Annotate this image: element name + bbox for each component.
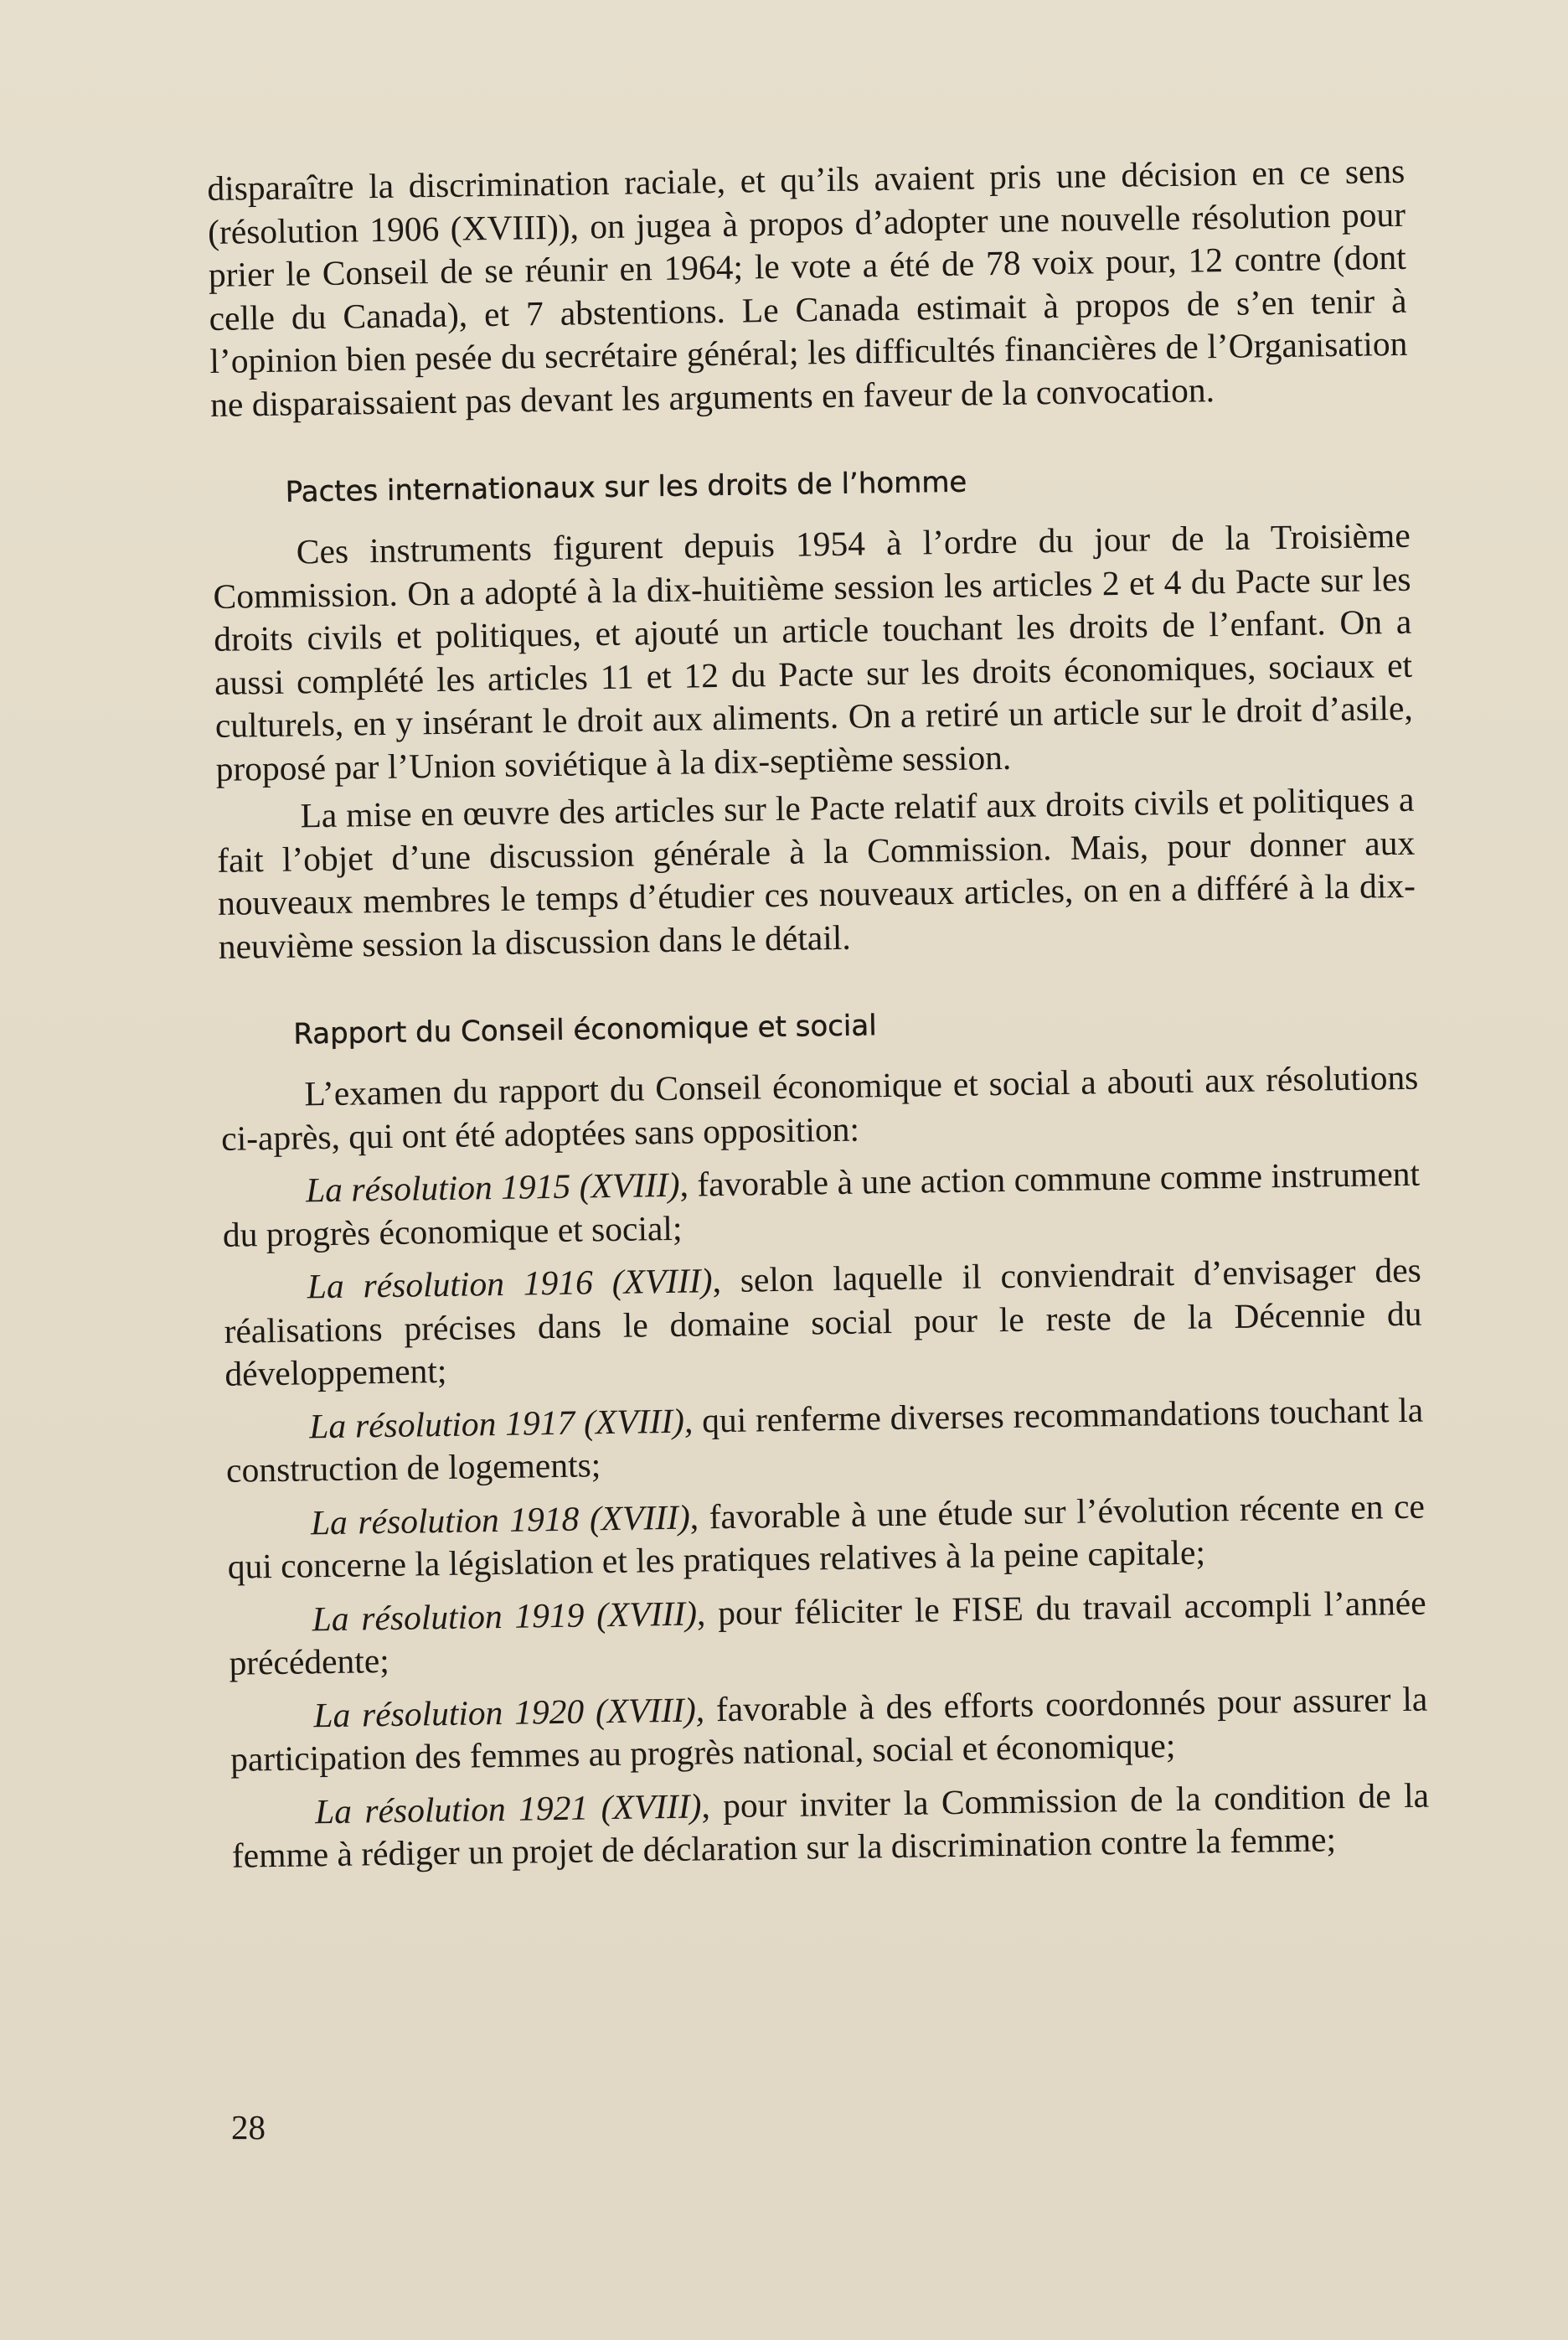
resolution-text: , favorable à une étude sur l’évolution récente en ce qui concerne la législation et les pratiques relatives à la peine capitale; (227, 1486, 1426, 1586)
resolution-item-1919 (228, 1581, 1426, 1685)
resolution-item-1917 (225, 1388, 1424, 1492)
resolution-label: La résolution 1919 (XVIII) (312, 1594, 698, 1638)
page-body (207, 150, 1430, 1878)
resolution-item-1916 (223, 1249, 1422, 1397)
resolution-text: , pour féliciter le FISE du travail accompli l’année précédente; (229, 1583, 1426, 1682)
pactes-paragraph-2: La mise en œuvre des articles sur le Pacte relatif aux droits civils et politiques a fait l’objet d’une discussion générale à la Commission. Mais, pour donner aux nouveaux membres le temps d’étudier ces nouveaux articles, on en a différé à la dix-neuvième session la discussion dans le détail. (216, 779, 1416, 966)
resolution-text: , selon laquelle il conviendrait d’envisager des réalisations précises dans le domaine social pour le reste de la Décennie du développement; (224, 1250, 1422, 1393)
resolution-label: La résolution 1921 (XVIII) (314, 1785, 702, 1831)
resolution-label: La résolution 1920 (XVIII), (313, 1689, 705, 1734)
section-heading-pactes: Pactes internationaux sur les droits de l’homme (285, 465, 967, 509)
intro-paragraph: disparaître la discrimination raciale, et qu’ils avaient pris une décision en ce sens (résolution 1906 (XVIII)), on jugea à propos d’adopter une nouvelle résolution pour prier le Conseil de se réunir en 1964; le vote a été de 78 voix pour, 12 contre (dont celle du Canada), et 7 abstentions. Le Canada estimait à propos de s’en tenir à l’opinion bien pesée du secrétaire général; les difficultés financières de l’Organisation ne disparaissaient pas devant les arguments en faveur de la convocation. (207, 151, 1408, 424)
resolution-item-1915 (222, 1153, 1421, 1257)
resolution-label: La résolution 1915 (XVIII) (305, 1165, 680, 1210)
resolution-label: La résolution 1917 (XVIII), (308, 1401, 694, 1445)
resolution-item-1921 (231, 1774, 1430, 1878)
resolution-label: La résolution 1916 (XVIII) (307, 1261, 713, 1306)
resolution-text: qui renferme diverses recommandations touchant la construction de logements; (225, 1390, 1424, 1490)
rapport-intro-paragraph: L’examen du rapport du Conseil économique et social a abouti aux résolutions ci-après, qui ont été adoptées sans opposition: (220, 1057, 1419, 1158)
resolution-text: favorable à des efforts coordonnés pour assurer la participation des femmes au progrès national, social et économique; (230, 1679, 1428, 1779)
resolution-label: La résolution 1918 (XVIII) (310, 1497, 691, 1542)
resolution-text: , pour inviter la Commission de la condition de la femme à rédiger un projet de déclaration sur la discrimination contre la femme; (231, 1775, 1430, 1875)
section-heading-rapport: Rapport du Conseil économique et social (293, 1009, 877, 1051)
pactes-paragraph-1: Ces instruments figurent depuis 1954 à l’ordre du jour de la Troisième Commission. On a adopté à la dix-huitième session les articles 2 et 4 du Pacte sur les droits civils et politiques, et ajouté un article touchant les droits de l’enfant. On a aussi complété les articles 11 et 12 du Pacte sur les droits économiques, sociaux et culturels, en y insérant le droit aux aliments. On a retiré un article sur le droit d’asile, proposé par l’Union soviétique à la dix-septième session. (213, 515, 1414, 788)
resolution-item-1920 (230, 1677, 1428, 1781)
page-number: 28 (231, 2108, 266, 2146)
resolution-text: , favorable à une action commune comme instrument du progrès économique et social; (222, 1154, 1421, 1254)
resolution-item-1918 (227, 1485, 1426, 1588)
